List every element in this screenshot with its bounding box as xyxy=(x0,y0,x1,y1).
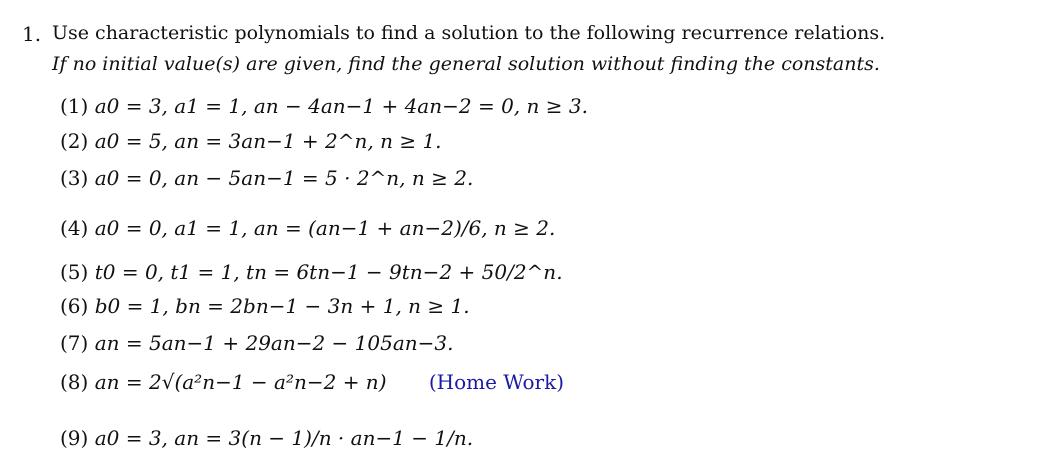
item-label: (7) xyxy=(60,331,89,355)
item-1 xyxy=(60,96,588,116)
problem-intro: Use characteristic polynomials to find a solution to the following recurrence relations. xyxy=(52,22,886,44)
item-7 xyxy=(60,333,454,353)
item-label: (1) xyxy=(60,94,89,118)
item-expression: an = 2√(a²n−1 − a²n−2 + n) xyxy=(94,370,387,394)
item-8 xyxy=(60,372,564,392)
problem-number: 1. xyxy=(22,22,42,46)
item-label: (3) xyxy=(60,166,89,190)
item-label: (5) xyxy=(60,260,89,284)
problem-intro-italic: If no initial value(s) are given, find the general solution without finding the constants. xyxy=(52,53,880,75)
item-5 xyxy=(60,262,563,282)
item-expression: a0 = 5, an = 3an−1 + 2^n, n ≥ 1. xyxy=(94,129,442,153)
item-expression: t0 = 0, t1 = 1, tn = 6tn−1 − 9tn−2 + 50/2^n. xyxy=(94,260,563,284)
item-label: (2) xyxy=(60,129,89,153)
item-3 xyxy=(60,168,473,188)
item-4 xyxy=(60,218,555,238)
item-expression: a0 = 0, an − 5an−1 = 5 · 2^n, n ≥ 2. xyxy=(94,166,474,190)
item-label: (4) xyxy=(60,216,89,240)
item-expression: a0 = 3, a1 = 1, an − 4an−1 + 4an−2 = 0, n ≥ 3. xyxy=(94,94,588,118)
homework-note: (Home Work) xyxy=(428,370,565,394)
item-2 xyxy=(60,131,442,151)
item-label: (9) xyxy=(60,426,89,450)
item-expression: b0 = 1, bn = 2bn−1 − 3n + 1, n ≥ 1. xyxy=(94,294,470,318)
item-expression: a0 = 3, an = 3(n − 1)/n · an−1 − 1/n. xyxy=(94,426,474,450)
item-6 xyxy=(60,296,470,316)
item-label: (6) xyxy=(60,294,89,318)
item-label: (8) xyxy=(60,370,89,394)
item-expression: a0 = 0, a1 = 1, an = (an−1 + an−2)/6, n ≥ 2. xyxy=(94,216,556,240)
item-expression: an = 5an−1 + 29an−2 − 105an−3. xyxy=(94,331,454,355)
item-9 xyxy=(60,428,473,448)
